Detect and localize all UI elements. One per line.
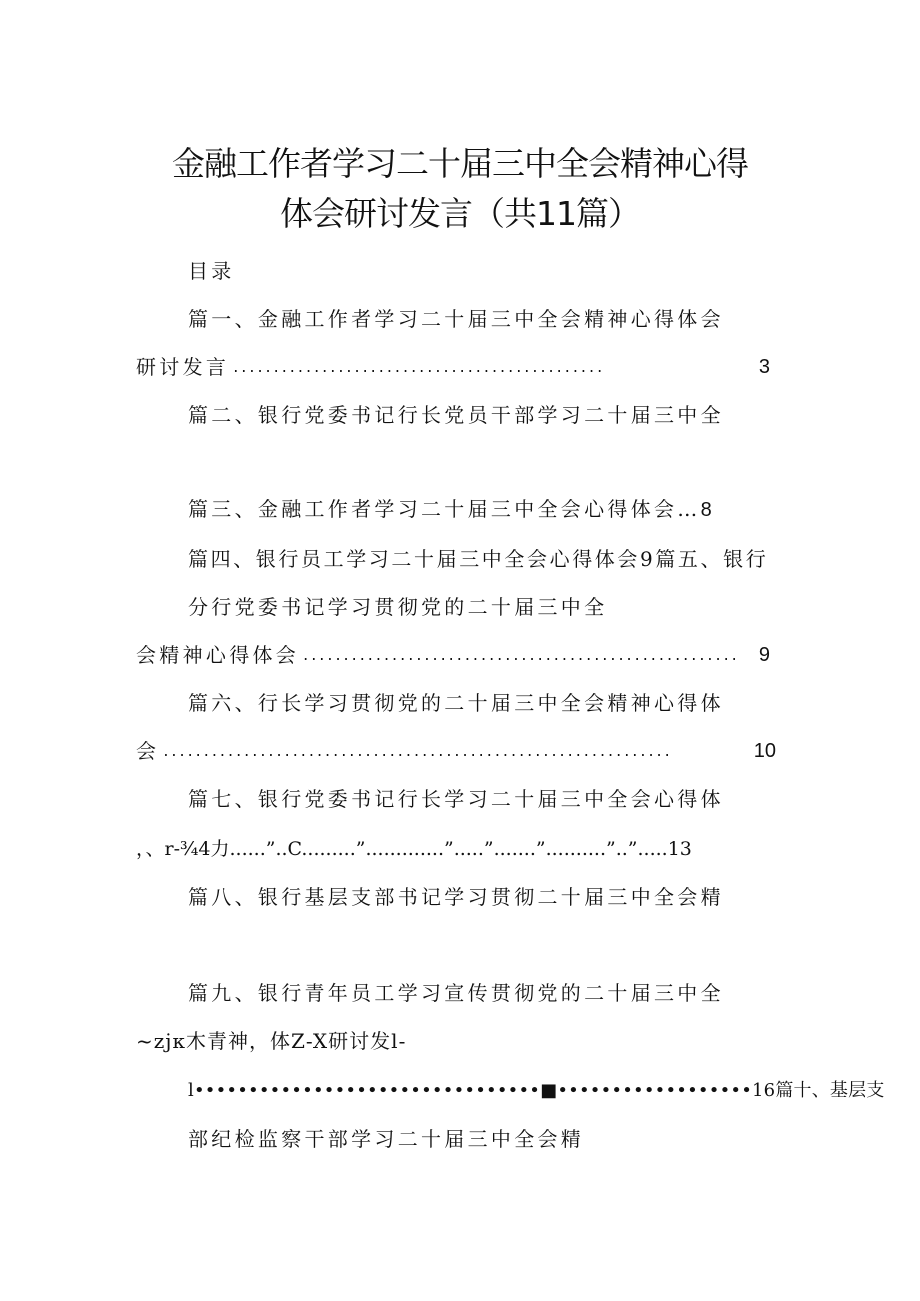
toc-entry-8-line-1: 篇八、银行基层支部书记学习贯彻二十届三中全会精 — [188, 885, 724, 909]
toc-entry-3-line-1 — [188, 496, 712, 523]
toc-entry-6-row — [136, 738, 776, 764]
toc-entry-9-line-2: ~zjκ木青神，体Z-X研讨发l- — [136, 1029, 407, 1053]
toc-entry-2-line-1: 篇二、银行党委书记行长党员干部学习二十届三中全 — [188, 403, 724, 427]
toc-entry-7-line-2: ，、r-¾4力......”..C.........”.............”.....”.......”..........”..”.....13 — [136, 838, 692, 860]
toc-leader-dots: .............................................. — [233, 357, 606, 376]
toc-page-number: 3 — [758, 356, 770, 378]
toc-entry-7-line-1: 篇七、银行党委书记行长学习二十届三中全会心得体 — [188, 787, 724, 811]
toc-entry-6-line-2: 会 — [136, 739, 160, 763]
toc-entry-6-line-1: 篇六、行长学习贯彻党的二十届三中全会精神心得体 — [188, 691, 724, 715]
toc-entry-5-row — [136, 642, 770, 668]
document-title-line-2: 体会研讨发言（共11篇） — [280, 194, 640, 233]
toc-entry-5-line-2: 会精神心得体会 — [136, 643, 300, 667]
toc-entry-1-line-2: 研讨发言 — [136, 355, 230, 379]
toc-entry-9-line-1: 篇九、银行青年员工学习宣传贯彻党的二十届三中全 — [188, 981, 724, 1005]
toc-leader-dots: ...................................................... — [303, 645, 740, 664]
toc-entry-10-line-1: l••••••••••••••••••••••••••••••••■••••••••••••••••••16篇十、基层支 — [188, 1080, 885, 1101]
toc-page-number: 10 — [753, 740, 776, 762]
toc-entry-4-line-1: 篇四、银行员工学习二十届三中全会心得体会9篇五、银行 — [188, 547, 769, 571]
toc-page-number: 9 — [758, 644, 770, 666]
toc-entry-3-text: 篇三、金融工作者学习二十届三中全会心得体会… — [188, 497, 701, 521]
toc-leader-dots: ............................................................... — [163, 741, 673, 760]
toc-heading: 目录 — [188, 259, 235, 283]
toc-entry-1-line-1: 篇一、金融工作者学习二十届三中全会精神心得体会 — [188, 307, 724, 331]
document-title-line-1: 金融工作者学习二十届三中全会精神心得 — [172, 144, 748, 183]
toc-entry-5-line-1: 分行党委书记学习贯彻党的二十届三中全 — [188, 595, 608, 619]
toc-page-number: 8 — [700, 499, 712, 521]
toc-entry-10-line-2: 部纪检监察干部学习二十届三中全会精 — [188, 1127, 585, 1151]
toc-entry-1-row — [136, 354, 770, 380]
